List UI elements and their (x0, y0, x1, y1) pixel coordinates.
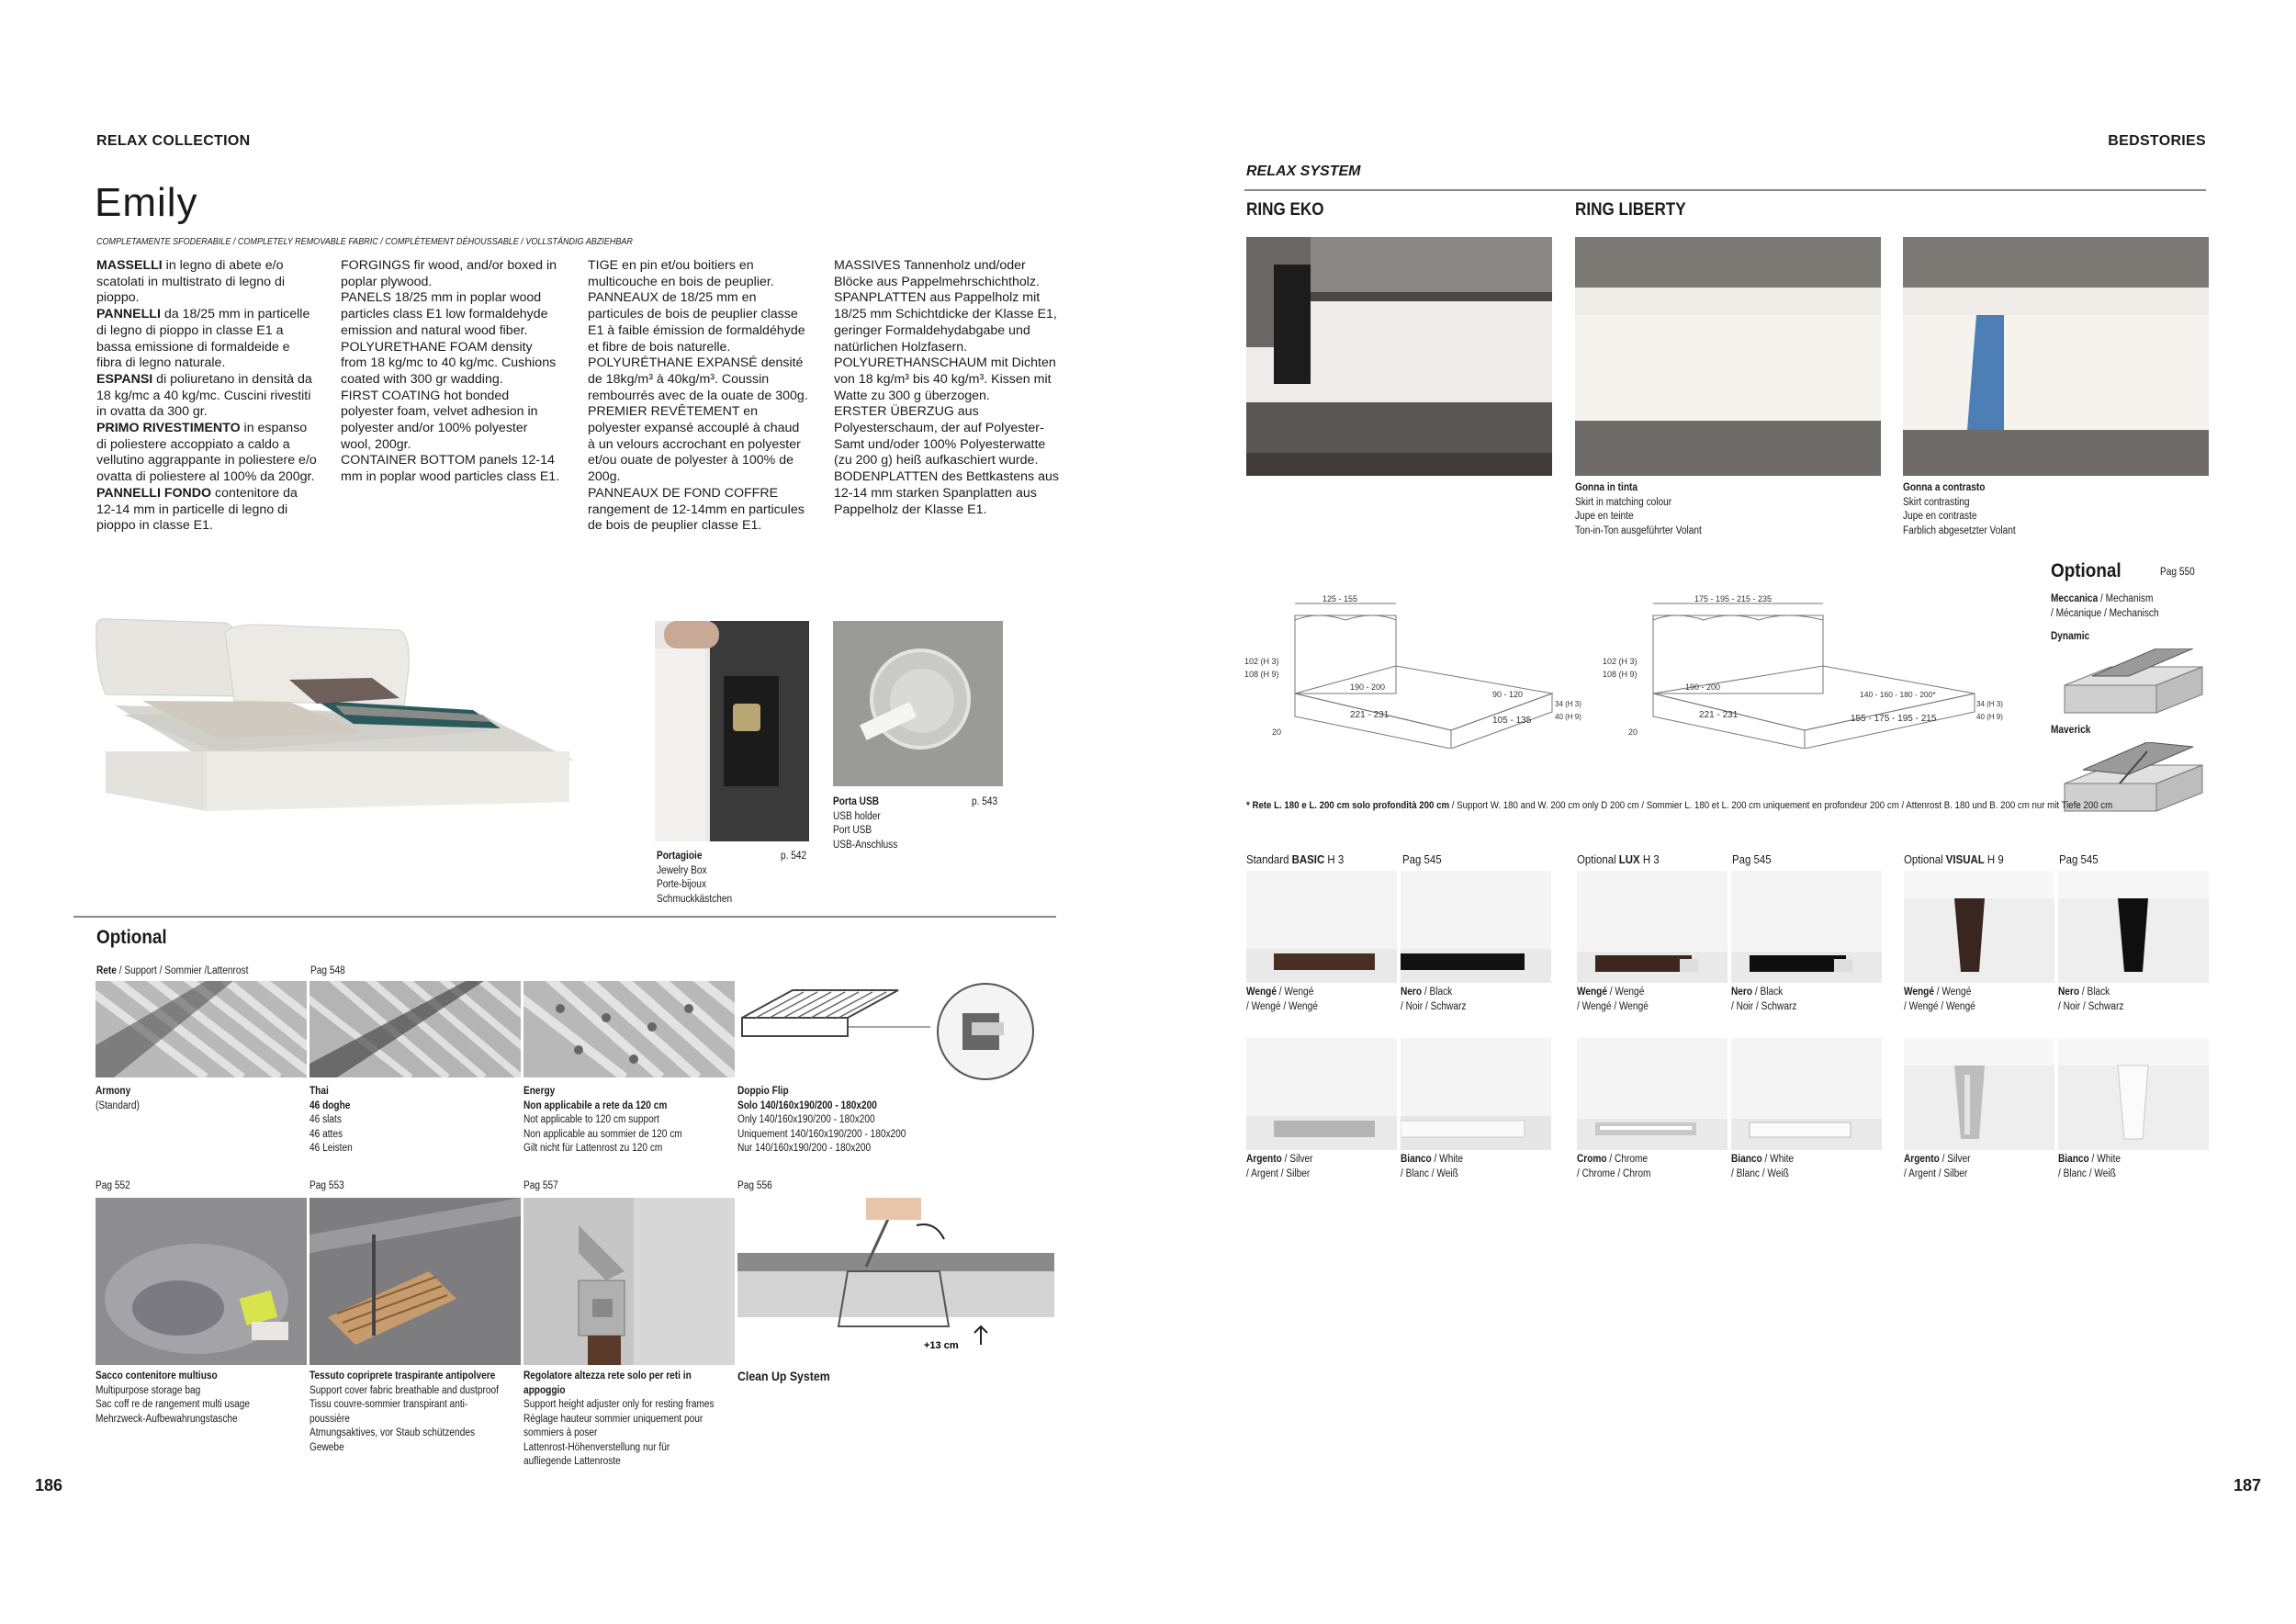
dim-s1: 34 (H 3) (1976, 700, 2003, 708)
jewelry-box-caption: Portagioie Jewelry Box Porte-bijoux Schmuckkästchen (657, 851, 733, 905)
slat-energy-image (523, 981, 735, 1077)
clean-up-system-image (737, 1198, 1054, 1365)
divider-left (73, 916, 1056, 918)
foot-caption-2-4: Bianco / White / Blanc / Weiß (1731, 1154, 1795, 1179)
dim-inner: 190 - 200 (1685, 682, 1721, 692)
page-number-right: 187 (2233, 1476, 2261, 1494)
optional-title-left: Optional (96, 927, 167, 948)
slat-doppio-flip-image (737, 981, 1054, 1082)
foot-visual-black-image (2058, 871, 2209, 983)
extra-bag-page: Pag 552 (96, 1180, 130, 1191)
feet-basic-label: Standard BASIC H 3 (1246, 852, 1345, 866)
spec-it-keyword: PRIMO RIVESTIMENTO (96, 421, 241, 436)
product-title: Emily (95, 180, 198, 225)
mechanism-page: Pag 550 (2160, 567, 2195, 578)
spec-it-text: di poliuretano in densità da 18 kg/mc a 40 kg/mc. Cuscini rivestiti in ovatta da 300 gr. (96, 371, 312, 420)
cover-fabric-image (310, 1198, 521, 1365)
foot-lux-black-image (1731, 871, 1882, 983)
foot-caption-1-5: Wengé / Wengé / Wengé / Wengé (1904, 987, 1975, 1012)
spec-it-text: in espanso di poliestere accoppiato a caldo a vellutino aggrappante in poliestere e/o ovatta di poliestere al 100% da 200gr. (96, 421, 317, 485)
dynamic-mechanism-image (2055, 648, 2207, 722)
divider-right (1244, 189, 2206, 191)
dimension-diagram-double (1603, 592, 2007, 749)
extra-cover-page: Pag 553 (310, 1180, 344, 1191)
dim-s2: 40 (H 9) (1555, 713, 1581, 721)
foot-caption-1-2: Nero / Black / Noir / Schwarz (1401, 987, 1467, 1012)
dim-outer: 155 - 175 - 195 - 215 (1851, 714, 1937, 724)
spec-it-text: in legno di abete e/o scatolati in multistrato di legno di pioppo. (96, 258, 286, 306)
usb-holder-page: p. 543 (972, 796, 998, 807)
feet-lux-page: Pag 545 (1732, 852, 1772, 866)
foot-caption-1-1: Wengé / Wengé / Wengé / Wengé (1246, 987, 1318, 1012)
feet-lux-label: Optional LUX H 3 (1577, 852, 1660, 866)
foot-lux-white-image (1731, 1038, 1882, 1150)
foot-caption-2-3: Cromo / Chrome / Chrome / Chrom (1577, 1154, 1651, 1179)
spec-italian (96, 258, 317, 535)
section-label-left: RELAX COLLECTION (96, 133, 251, 149)
dim-top: 175 - 195 - 215 - 235 (1694, 594, 1773, 603)
section-label-right: BEDSTORIES (2108, 133, 2206, 149)
foot-caption-2-6: Bianco / White / Blanc / Weiß (2058, 1154, 2122, 1179)
dimension-diagram-single (1244, 592, 1593, 749)
clean-up-system-caption: Clean Up System (737, 1369, 830, 1383)
spec-it-keyword: PANNELLI FONDO (96, 485, 212, 501)
skirt-matching-caption: Gonna in tinta Skirt in matching colour Jupe en teinte Ton-in-Ton ausgeführter Volant (1575, 482, 1702, 536)
height-adjuster-caption: Regolatore altezza rete solo per reti in appoggio Support height adjuster only for resting frames Réglage hauteur sommier uniquement pour sommiers à poser Lattenrost-Höhenverstellung nur für aufliegende Lattenroste (523, 1370, 715, 1467)
ring-liberty-contrast-image (1903, 237, 2209, 476)
dynamic-label: Dynamic (2051, 631, 2090, 642)
dim-len: 221 - 231 (1350, 710, 1390, 720)
emily-bed-image (87, 614, 583, 825)
dim-s2: 40 (H 9) (1976, 713, 2003, 721)
cover-fabric-caption: Tessuto copriprete traspirante antipolvere Support cover fabric breathable and dustproof Tissu couvre-sommier transpirant anti- poussière Atmungsaktives, vor Staub schützendes Gewebe (310, 1370, 499, 1453)
spec-it-keyword: MASSELLI (96, 258, 163, 273)
foot-caption-2-1: Argento / Silver / Argent / Silber (1246, 1154, 1313, 1179)
spec-french: TIGE en pin et/ou boitiers en multicouche en bois de peuplier. PANNEAUX de 18/25 mm en particules de bois de peuplier classe E1 à faible émission de formaldéhyde et fibre de bois naturelle. POLYURÉTHANE EXPANSÉ densité de 18kg/m³ à 40kg/m³. Coussin rembourrés avec de la ouate de 300g. PREMIER REVÊTEMENT en polyester expansé accouplé à chaud à un velours accrochant en polyester et/ou ouate de polyester à 100% de 200g. PANNEAUX DE FOND COFFRE rangement de 12-14mm en particules de bois de peuplier classe E1. (588, 258, 808, 534)
usb-holder-caption: Porta USB USB holder Port USB USB-Anschluss (833, 796, 898, 851)
foot-visual-wenge-image (1904, 871, 2054, 983)
dim-width: 90 - 120 (1492, 690, 1524, 699)
foot-lux-chrome-image (1577, 1038, 1728, 1150)
storage-bag-caption: Sacco contenitore multiuso Multipurpose storage bag Sac coff re de rangement multi usage Mehrzweck-Aufbewahrungstasche (96, 1370, 251, 1425)
jewelry-box-page: p. 542 (781, 851, 807, 862)
slat-thai-image (310, 981, 521, 1077)
foot-caption-1-6: Nero / Black / Noir / Schwarz (2058, 987, 2124, 1012)
dim-width: 140 - 160 - 180 - 200* (1860, 690, 1936, 699)
feet-basic-page: Pag 545 (1402, 852, 1442, 866)
foot-visual-white-image (2058, 1038, 2209, 1150)
product-subtitle: COMPLETAMENTE SFODERABILE / COMPLETELY REMOVABLE FABRIC / COMPLÈTEMENT DÉHOUSSABLE / VOLLSTÄNDIG ABZIEHBAR (96, 236, 633, 247)
dim-h1: 102 (H 3) (1603, 657, 1638, 666)
foot-basic-silver-image (1246, 1038, 1397, 1150)
rete-page: Pag 548 (310, 965, 345, 976)
ring-liberty-matching-image (1575, 237, 1881, 476)
slat-energy-caption: Energy Non applicabile a rete da 120 cm Not applicable to 120 cm support Non applicable au sommier de 120 cm Gilt nicht für Lattenrost zu 120 cm (523, 1086, 682, 1154)
slat-thai-caption: Thai 46 doghe 46 slats 46 attes 46 Leisten (310, 1086, 353, 1154)
dim-outer: 105 - 135 (1492, 716, 1532, 726)
extra-cleanup-page: Pag 556 (737, 1180, 772, 1191)
foot-caption-1-3: Wengé / Wengé / Wengé / Wengé (1577, 987, 1649, 1012)
foot-visual-silver-image (1904, 1038, 2054, 1150)
spec-it-keyword: PANNELLI (96, 307, 161, 322)
height-adjuster-image (523, 1198, 735, 1365)
storage-bag-image (96, 1198, 307, 1365)
rete-label: Rete / Support / Sommier /Lattenrost (96, 965, 249, 976)
maverick-label: Maverick (2051, 725, 2091, 736)
slat-armony-image (96, 981, 307, 1077)
spec-it-text: da 18/25 mm in particelle di legno di pioppo in classe E1 a bassa emissione di formaldeide e fibra di legno naturale. (96, 307, 310, 371)
frame-note: * Rete L. 180 e L. 200 cm solo profondità 200 cm / Support W. 180 and W. 200 cm only D 200 cm / Sommier L. 180 et L. 200 cm uniquement en profondeur 200 cm / Attenrost B. 180 und B. 200 cm nur mit Tiefe 200 cm (1246, 800, 2113, 811)
mechanism-label: Meccanica / Mechanism / Mécanique / Mechanisch (2051, 593, 2159, 619)
dim-h2: 108 (H 9) (1244, 670, 1279, 679)
foot-caption-2-5: Argento / Silver / Argent / Silber (1904, 1154, 1971, 1179)
dim-top: 125 - 155 (1322, 594, 1358, 603)
spec-it-text: contenitore da 12-14 mm in particelle di legno di pioppo in classe E1. (96, 485, 298, 534)
spec-it-keyword: ESPANSI (96, 371, 153, 387)
ring-liberty-title: RING LIBERTY (1575, 200, 1686, 220)
spec-english: FORGINGS fir wood, and/or boxed in poplar plywood. PANELS 18/25 mm in poplar wood particles class E1 low formaldehyde emission and natural wood fiber. POLYURETHANE FOAM density from 18 kg/mc to 40 kg/mc. Cushions coated with 300 gr wadding. FIRST COATING hot bonded polyester foam, velvet adhesion in polyester and/or 100% polyester wool, 200gr. CONTAINER BOTTOM panels 12-14 mm in poplar wood particles class E1. (341, 258, 560, 485)
foot-basic-black-image (1401, 871, 1551, 983)
feet-visual-label: Optional VISUAL H 9 (1904, 852, 2004, 866)
dim-foot: 20 (1272, 727, 1282, 737)
foot-caption-1-4: Nero / Black / Noir / Schwarz (1731, 987, 1797, 1012)
dim-foot: 20 (1628, 727, 1638, 737)
feet-visual-page: Pag 545 (2059, 852, 2099, 866)
dim-len: 221 - 231 (1699, 710, 1739, 720)
lift-label: +13 cm (924, 1340, 959, 1351)
dim-s1: 34 (H 3) (1555, 700, 1581, 708)
jewelry-box-image (655, 621, 809, 841)
page-number-left: 186 (35, 1476, 63, 1494)
dim-inner: 190 - 200 (1350, 682, 1386, 692)
foot-lux-wenge-image (1577, 871, 1728, 983)
ring-eko-title: RING EKO (1246, 200, 1324, 220)
optional-title-right: Optional (2051, 560, 2122, 581)
relax-system-title: RELAX SYSTEM (1246, 164, 1361, 179)
dim-h1: 102 (H 3) (1244, 657, 1279, 666)
dim-h2: 108 (H 9) (1603, 670, 1638, 679)
spec-german: MASSIVES Tannenholz und/oder Blöcke aus Pappelmehrschichtholz. SPANPLATTEN aus Pappelholz mit 18/25 mm Schichtdicke der Klasse E1, geringer Formaldehydabgabe und natürlichen Holzfasern. POLYURETHANSCHAUM mit Dichten von 18 kg/m³ bis 40 kg/m³. Kissen mit Watte zu 300 g überzogen. ERSTER ÜBERZUG aus Polyesterschaum, der auf Polyester-Samt und/oder 100% Polyesterwatte (zu 200 g) heiß aufkaschiert wurde. BODENPLATTEN des Bettkastens aus 12-14 mm starken Spanplatten aus Pappelholz der Klasse E1. (834, 258, 1059, 517)
foot-caption-2-2: Bianco / White / Blanc / Weiß (1401, 1154, 1464, 1179)
skirt-contrast-caption: Gonna a contrasto Skirt contrasting Jupe en contraste Farblich abgesetzter Volant (1903, 482, 2016, 536)
ring-eko-image (1246, 237, 1552, 476)
extra-adjuster-page: Pag 557 (523, 1180, 558, 1191)
usb-holder-image (833, 621, 1003, 786)
slat-armony-caption: Armony (Standard) (96, 1086, 140, 1111)
foot-basic-wenge-image (1246, 871, 1397, 983)
slat-doppio-flip-caption: Doppio Flip Solo 140/160x190/200 - 180x200 Only 140/160x190/200 - 180x200 Uniquement 140/160x190/200 - 180x200 Nur 140/160x190/200 - 180x200 (737, 1086, 906, 1154)
foot-basic-white-image (1401, 1038, 1551, 1150)
